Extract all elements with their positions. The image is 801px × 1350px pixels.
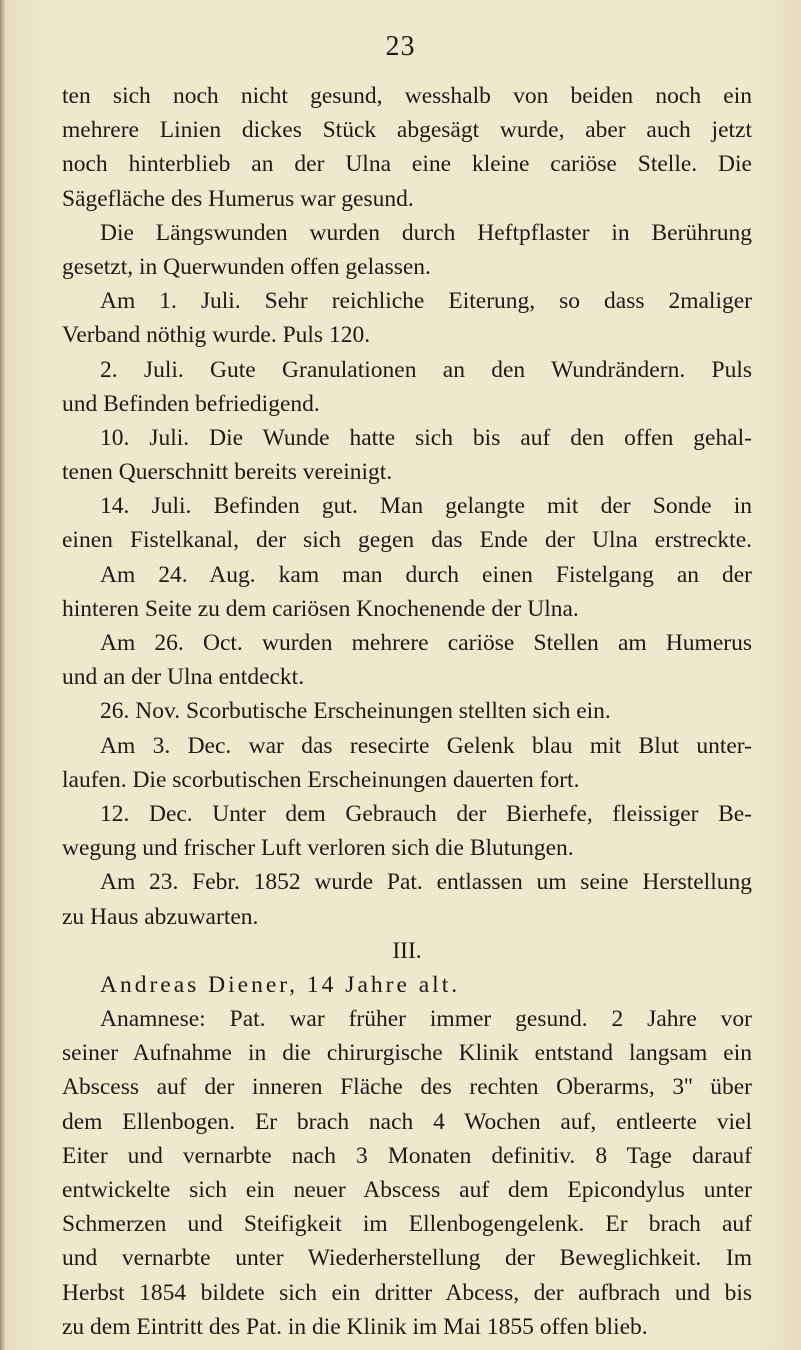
text-line: wegung und frischer Luft verloren sich die Blutungen. [62,835,574,862]
text-line: Sägefläche des Humerus war gesund. [62,185,414,212]
text-line: Am 1. Juli. Sehr reichliche Eiterung, so dass 2maliger [100,288,752,315]
text-line: und vernarbte unter Wiederherstellung der Beweglichkeit. Im [62,1245,752,1272]
text-line: seiner Aufnahme in die chirurgische Klinik entstand langsam ein [62,1040,752,1067]
text-line: 2. Juli. Gute Granulationen an den Wundrändern. Puls [100,356,752,383]
text-line: dem Ellenbogen. Er brach nach 4 Wochen auf, entleerte viel [62,1108,752,1135]
text-line: Am 24. Aug. kam man durch einen Fistelgang an der [100,561,752,588]
text-line: Abscess auf der inneren Fläche des rechten Oberarms, 3'' über [62,1074,752,1101]
page-number: 23 [385,31,416,62]
text-line: 10. Juli. Die Wunde hatte sich bis auf den offen gehal- [100,424,752,451]
text-line: Verband nöthig wurde. Puls 120. [62,322,371,349]
text-line: Herbst 1854 bildete sich ein dritter Abcess, der aufbrach und bis [62,1279,752,1306]
text-line: 14. Juli. Befinden gut. Man gelangte mit der Sonde in [100,493,752,520]
text-line: 26. Nov. Scorbutische Erscheinungen stellten sich ein. [100,698,611,725]
text-line: gesetzt, in Querwunden offen gelassen. [62,253,431,280]
text-line: zu dem Eintritt des Pat. in die Klinik im Mai 1855 offen blieb. [62,1313,648,1340]
text-line: und Befinden befriedigend. [62,390,320,417]
text-line: 12. Dec. Unter dem Gebrauch der Bierhefe, fleissiger Be- [100,800,752,827]
text-line: hinteren Seite zu dem cariösen Knochenende der Ulna. [62,595,579,622]
text-line: noch hinterblieb an der Ulna eine kleine cariöse Stelle. Die [62,151,752,178]
page-binding-edge [0,0,6,1350]
text-line: Am 26. Oct. wurden mehrere cariöse Stellen am Humerus [100,630,752,656]
text-line: ten sich noch nicht gesund, wesshalb von beiden noch ein [62,83,752,109]
text-line: tenen Querschnitt bereits vereinigt. [62,459,393,486]
text-line: Am 23. Febr. 1852 wurde Pat. entlassen um seine Herstellung [100,869,752,896]
body-text [62,79,752,1344]
text-line: Anamnese: Pat. war früher immer gesund. 2 Jahre vor [100,1006,752,1033]
text-line: laufen. Die scorbutischen Erscheinungen dauerten fort. [62,766,580,793]
text-line: mehrere Linien dickes Stück abgesägt wurde, aber auch jetzt [62,117,752,144]
text-line: Eiter und vernarbte nach 3 Monaten definitiv. 8 Tage darauf [62,1142,752,1169]
text-line: einen Fistelkanal, der sich gegen das Ende der Ulna erstreckte. [62,527,752,554]
text-line: Schmerzen und Steifigkeit im Ellenbogengelenk. Er brach auf [62,1211,752,1238]
text-line: Am 3. Dec. war das resecirte Gelenk blau mit Blut unter- [100,732,752,759]
section-heading: III. [392,937,422,964]
text-line: und an der Ulna entdeckt. [62,664,305,691]
case-title: Andreas Diener, 14 Jahre alt. [100,971,461,998]
text-line: zu Haus abzuwarten. [62,903,259,930]
text-line: Die Längswunden wurden durch Heftpflaster in Berührung [100,219,752,246]
text-line: entwickelte sich ein neuer Abscess auf dem Epicondylus unter [62,1177,752,1203]
